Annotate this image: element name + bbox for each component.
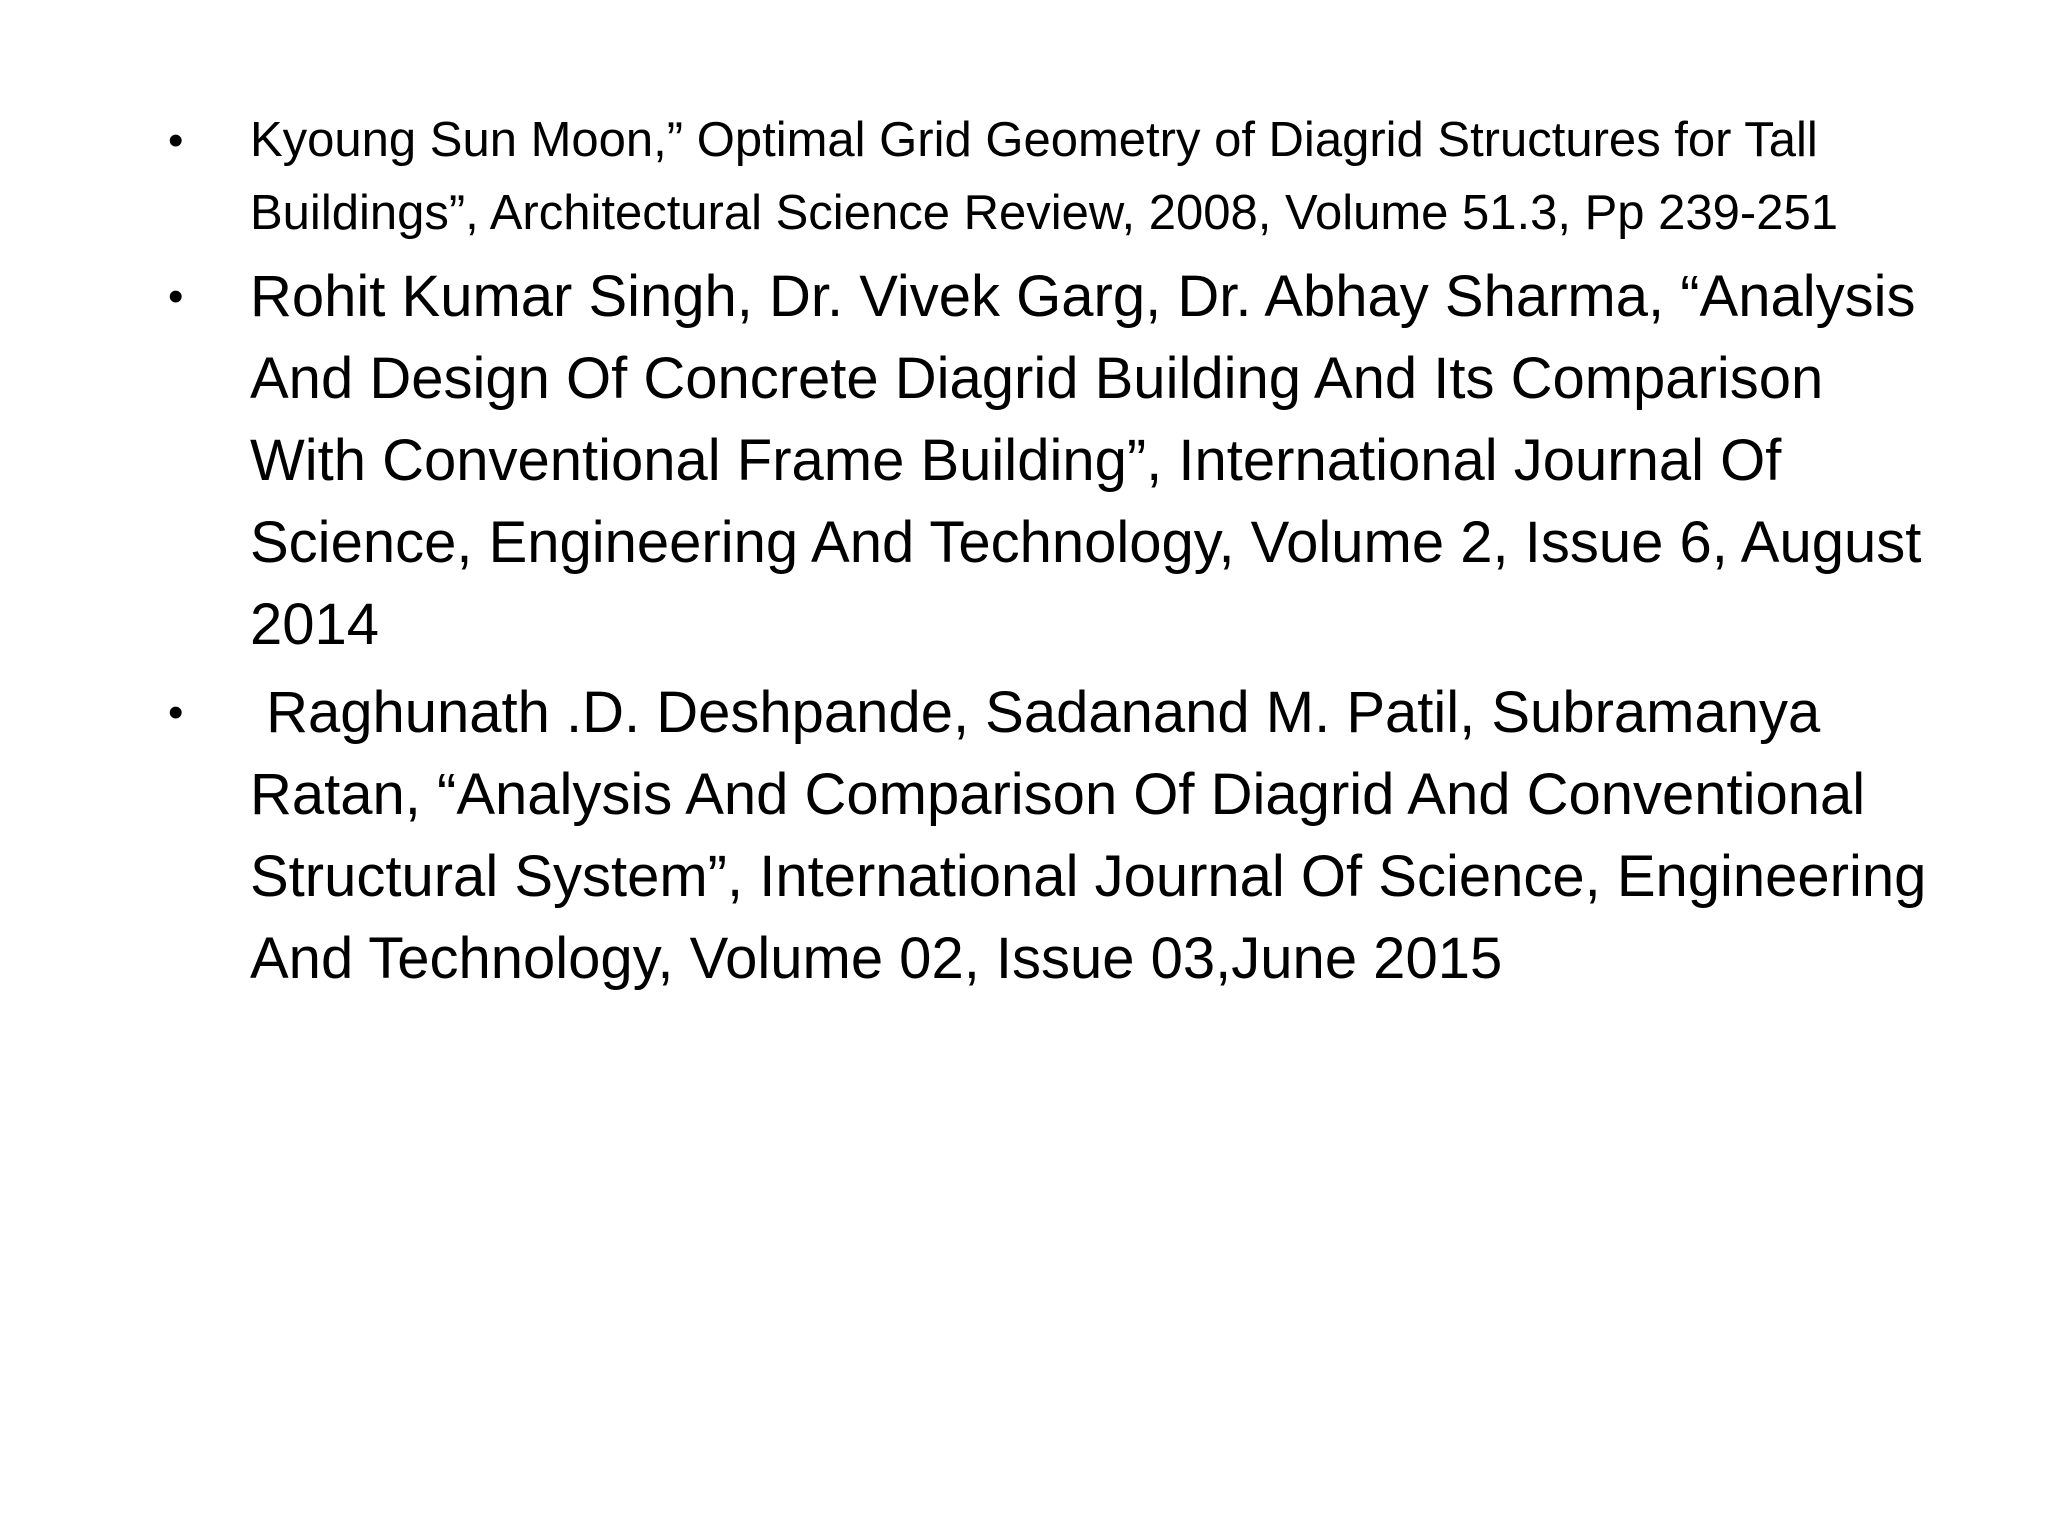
reference-text: Rohit Kumar Singh, Dr. Vivek Garg, Dr. Abhay Sharma, “Analysis And Design Of Concrete Diagrid Building And Its Comparison With Conventional Frame Building”, International Journal Of Science, Engineering And Technology, Volume 2, Issue 6, August 2014 [250, 264, 1938, 657]
reference-text: Kyoung Sun Moon,” Optimal Grid Geometry of Diagrid Structures for Tall Buildings”, Architectural Science Review, 2008, Volume 51.3, Pp 239-251 [250, 113, 1839, 240]
bullet-icon: • [168, 116, 184, 165]
bullet-icon: • [168, 688, 184, 737]
reference-text: Raghunath .D. Deshpande, Sadanand M. Patil, Subramanya Ratan, “Analysis And Comparison Of Diagrid And Conventional Structural System”, International Journal Of Science, Engineering And Technology, Volume 02, Issue 03,June 2015 [250, 680, 1940, 991]
reference-list [168, 104, 1940, 1000]
reference-item [168, 672, 1940, 1000]
reference-item [168, 256, 1938, 666]
reference-item [168, 104, 1928, 250]
bullet-icon: • [168, 272, 184, 321]
